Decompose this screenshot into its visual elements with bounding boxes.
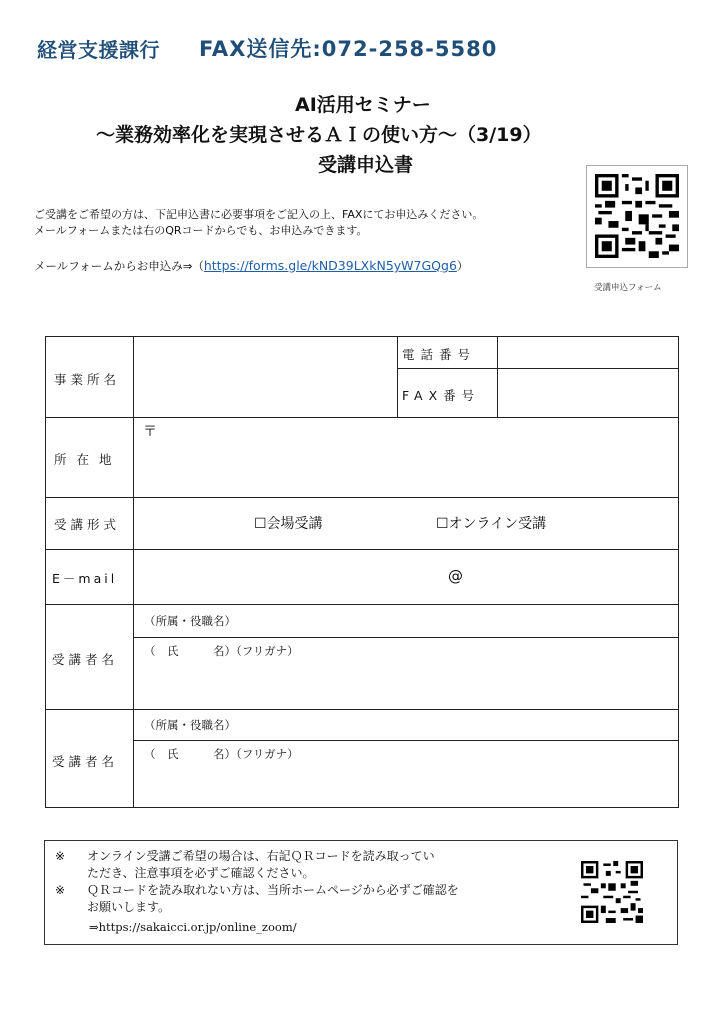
form-title: 受講申込書 <box>318 154 414 176</box>
fax-number: FAX送信先:072-258-5580 <box>199 37 498 61</box>
attendee-2-affiliation-hint: （所属・役職名） <box>144 718 236 732</box>
business-name-label: 事業所名 <box>54 372 121 387</box>
attendee-1-field[interactable] <box>135 606 678 708</box>
intro-line-1: ご受講をご希望の方は、下記申込書に必要事項をご記入の上、FAXにてお申込みください。 <box>34 208 484 221</box>
seminar-title: AI活用セミナー <box>295 94 431 116</box>
online-option-checkbox[interactable]: ☐オンライン受講 <box>436 516 547 532</box>
mailform-line <box>34 258 468 274</box>
online-qr-code-icon[interactable] <box>581 861 643 923</box>
attendee-1-affiliation-hint: （所属・役職名） <box>144 614 236 628</box>
email-label: E－mail <box>52 571 118 586</box>
postal-mark: 〒 <box>143 424 157 440</box>
note-2-mark: ※ <box>55 883 66 897</box>
mailform-suffix: ） <box>456 259 469 273</box>
fax-label: FAX番号 <box>402 388 481 403</box>
seminar-subtitle: ～業務効率化を実現させるＡＩの使い方～（3/19） <box>96 124 542 146</box>
qr-caption: 受講申込フォーム <box>594 283 662 293</box>
attendance-label: 受講形式 <box>54 517 121 532</box>
business-name-field[interactable] <box>135 338 395 416</box>
phone-field[interactable] <box>499 338 678 367</box>
attendee-2-name-hint: （ 氏 名）（フリガナ） <box>144 747 299 761</box>
phone-label: 電話番号 <box>402 347 477 362</box>
email-field[interactable] <box>135 551 678 603</box>
note-1-line-1: オンライン受講ご希望の場合は、右記ＱＲコードを読み取ってい <box>87 849 435 863</box>
email-at-sign: @ <box>448 567 463 585</box>
attendee-1-name-hint: （ 氏 名）（フリガナ） <box>144 644 299 658</box>
application-qr-code[interactable] <box>586 165 688 268</box>
note-1-line-2: ただき、注意事項を必ずご確認ください。 <box>87 866 315 880</box>
attendee-2-field[interactable] <box>135 711 678 807</box>
online-zoom-link[interactable]: ⇒https://sakaicci.or.jp/online_zoom/ <box>89 920 297 934</box>
qr-code-icon <box>595 174 679 258</box>
note-2-line-2: お願いします。 <box>87 900 171 914</box>
attendee-1-label: 受講者名 <box>52 652 119 667</box>
intro-line-2: メールフォームまたは右のQRコードからでも、お申込みできます。 <box>34 224 368 237</box>
venue-option-checkbox[interactable]: ☐会場受講 <box>254 516 323 532</box>
note-1-mark: ※ <box>55 849 66 863</box>
note-2-line-1: ＱＲコードを読み取れない方は、当所ホームページから必ずご確認を <box>87 883 459 897</box>
fax-field[interactable] <box>499 370 678 416</box>
department-label: 経営支援課行 <box>37 38 160 62</box>
mailform-prefix: メールフォームからお申込み⇒（ <box>34 259 204 273</box>
address-field[interactable] <box>135 419 678 496</box>
application-form <box>45 336 679 808</box>
mailform-link[interactable]: https://forms.gle/kND39LXkN5yW7GQg6 <box>203 258 457 273</box>
address-label: 所在地 <box>54 452 122 467</box>
notes-box <box>44 840 678 945</box>
attendee-2-label: 受講者名 <box>52 754 119 769</box>
